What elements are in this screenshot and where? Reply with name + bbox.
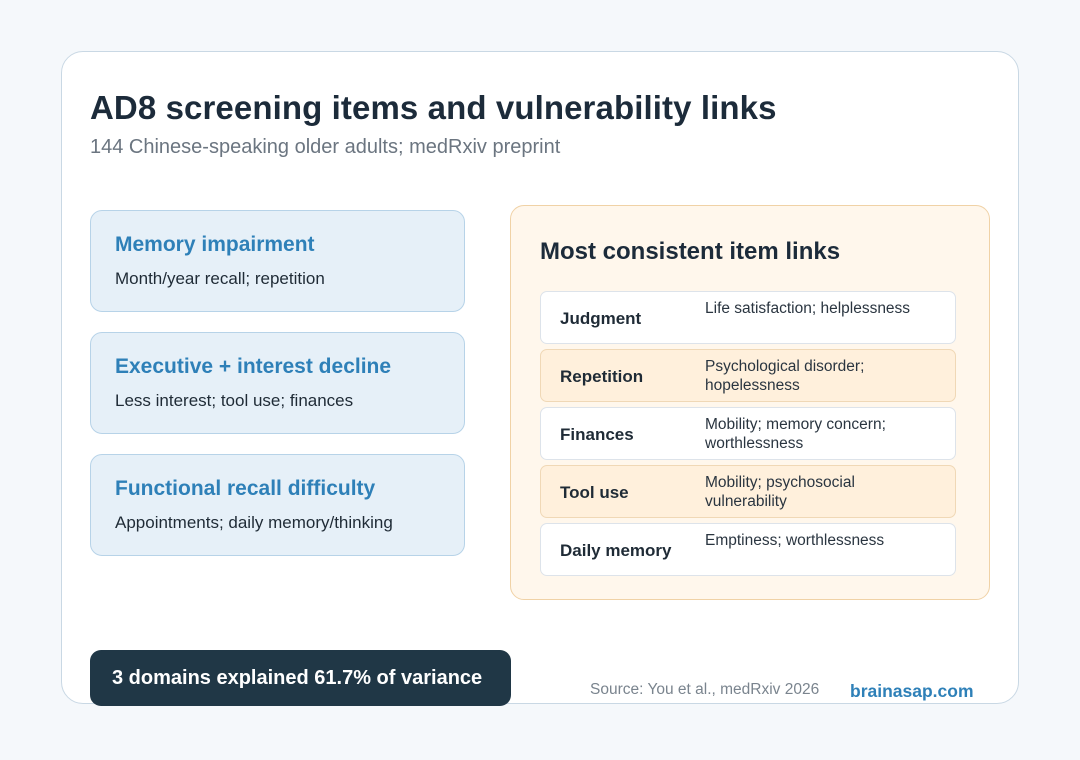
brand-link[interactable]: brainasap.com bbox=[850, 681, 974, 701]
domain-title: Memory impairment bbox=[115, 233, 315, 256]
item-name: Judgment bbox=[560, 309, 642, 328]
domain-title: Functional recall difficulty bbox=[115, 477, 376, 500]
item-link-row-finances bbox=[540, 407, 956, 460]
domain-description: Appointments; daily memory/thinking bbox=[115, 513, 393, 532]
domain-box-functional-recall bbox=[90, 454, 465, 556]
item-name: Tool use bbox=[560, 483, 629, 502]
variance-banner: 3 domains explained 61.7% of variance bbox=[90, 650, 511, 706]
item-links-text: Mobility; psychosocial vulnerability bbox=[705, 474, 855, 510]
item-links-text: Psychological disorder; hopelessness bbox=[705, 358, 865, 394]
domain-box-executive bbox=[90, 332, 465, 434]
item-links-text: Life satisfaction; helplessness bbox=[705, 300, 911, 317]
source-citation: Source: You et al., medRxiv 2026 bbox=[590, 681, 820, 698]
page-subtitle: 144 Chinese-speaking older adults; medRxiv preprint bbox=[90, 136, 561, 158]
item-links-text: Mobility; memory concern; worthlessness bbox=[705, 416, 886, 452]
domain-box-memory bbox=[90, 210, 465, 312]
item-name: Finances bbox=[560, 425, 634, 444]
item-links-panel bbox=[510, 205, 990, 600]
item-links-title: Most consistent item links bbox=[540, 238, 841, 265]
page-title: AD8 screening items and vulnerability links bbox=[90, 89, 777, 126]
item-name: Daily memory bbox=[560, 541, 672, 560]
item-name: Repetition bbox=[560, 367, 644, 386]
domain-description: Less interest; tool use; finances bbox=[115, 391, 354, 410]
item-link-row-tool-use bbox=[540, 465, 956, 518]
item-link-row-judgment bbox=[540, 291, 956, 344]
item-link-row-daily-memory bbox=[540, 523, 956, 576]
item-links-text: Emptiness; worthlessness bbox=[705, 532, 885, 549]
domain-title: Executive + interest decline bbox=[115, 355, 392, 378]
domain-description: Month/year recall; repetition bbox=[115, 269, 325, 288]
item-link-row-repetition bbox=[540, 349, 956, 402]
